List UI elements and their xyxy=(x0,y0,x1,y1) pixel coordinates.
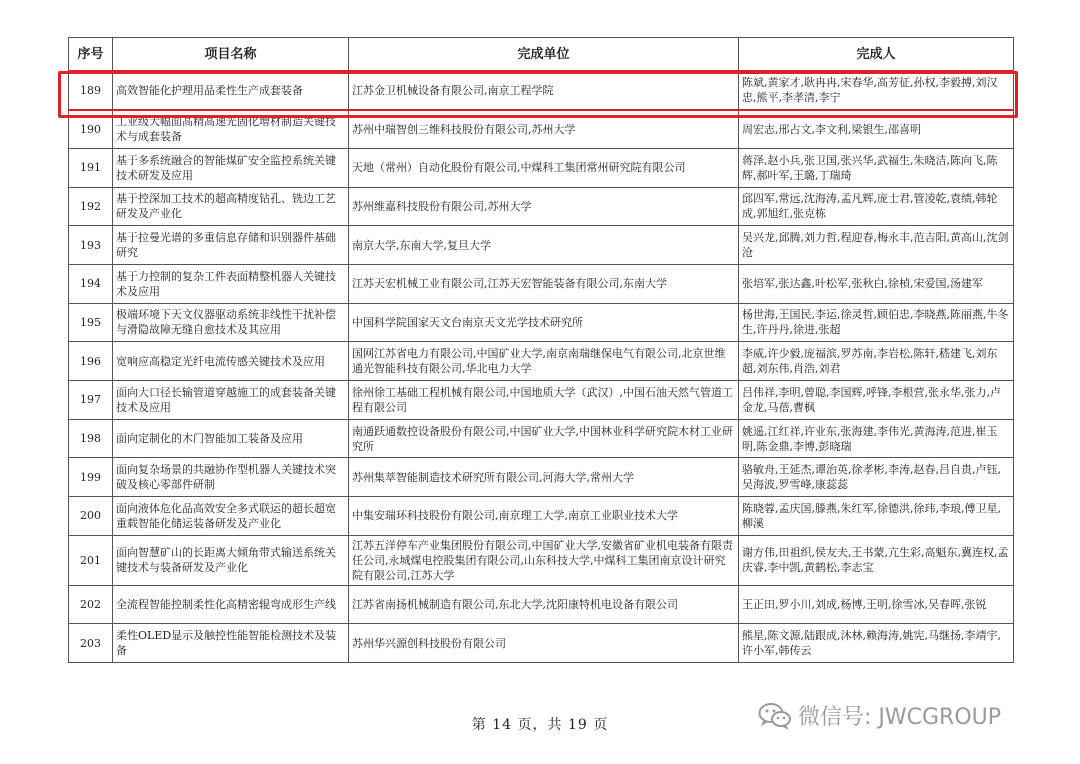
watermark-text: 微信号: JWCGROUP xyxy=(798,705,1002,730)
cell-no: 200 xyxy=(69,497,113,536)
cell-unit: 江苏金卫机械设备有限公司,南京工程学院 xyxy=(349,71,739,110)
cell-people: 熊星,陈文源,陆跟成,沐林,赖海涛,姚宪,马继扬,李靖宇,许小军,韩传云 xyxy=(739,624,1014,663)
cell-people: 陈晓蓉,孟庆国,滕燕,朱红军,徐德洪,徐玮,李琅,傅卫星,柳溪 xyxy=(739,497,1014,536)
cell-unit: 苏州集萃智能制造技术研究所有限公司,河海大学,常州大学 xyxy=(349,458,739,497)
cell-project: 基于多系统融合的智能煤矿安全监控系统关键技术研发及应用 xyxy=(113,148,349,187)
cell-no: 190 xyxy=(69,110,113,149)
table-row xyxy=(69,585,1014,624)
cell-unit: 天地（常州）自动化股份有限公司,中煤科工集团常州研究院有限公司 xyxy=(349,148,739,187)
header-people: 完成人 xyxy=(739,38,1014,72)
table-row xyxy=(69,535,1014,585)
cell-no: 194 xyxy=(69,264,113,303)
cell-unit: 江苏省南扬机械制造有限公司,东北大学,沈阳康特机电设备有限公司 xyxy=(349,585,739,624)
cell-unit: 江苏天宏机械工业有限公司,江苏天宏智能装备有限公司,东南大学 xyxy=(349,264,739,303)
watermark xyxy=(758,700,1001,731)
cell-people: 骆敏舟,王延杰,谭治英,徐孝彬,李涛,赵春,吕自贵,卢钰,吴海波,罗雪峰,康蕊蕊 xyxy=(739,458,1014,497)
cell-project: 全流程智能控制柔性化高精密辊弯成形生产线 xyxy=(113,585,349,624)
cell-project: 面向定制化的木门智能加工装备及应用 xyxy=(113,419,349,458)
cell-no: 201 xyxy=(69,535,113,585)
cell-people: 周宏志,邢占文,李文利,梁银生,邵喜明 xyxy=(739,110,1014,149)
cell-project: 面向大口径长输管道穿越施工的成套装备关键技术及应用 xyxy=(113,381,349,420)
cell-unit: 苏州华兴源创科技股份有限公司 xyxy=(349,624,739,663)
cell-project: 基于拉曼光谱的多重信息存储和识别器件基础研究 xyxy=(113,226,349,265)
cell-unit: 徐州徐工基础工程机械有限公司,中国地质大学（武汉）,中国石油天然气管道工程有限公司 xyxy=(349,381,739,420)
cell-people: 吕伟祥,李明,曾聪,李国辉,呼锋,李根营,张永华,张力,卢金龙,马蓓,曹枫 xyxy=(739,381,1014,420)
table-row xyxy=(69,419,1014,458)
cell-no: 193 xyxy=(69,226,113,265)
header-project: 项目名称 xyxy=(113,38,349,72)
awards-table xyxy=(68,37,1014,663)
cell-no: 195 xyxy=(69,303,113,342)
cell-people: 李威,许少毅,庞福滨,罗苏南,李岩松,陈轩,嵇建飞,刘东超,刘东伟,肖浩,刘君 xyxy=(739,342,1014,381)
cell-people: 吴兴龙,邱腾,刘力哲,程迎春,梅永丰,范吉阳,黄高山,沈剑沧 xyxy=(739,226,1014,265)
cell-unit: 江苏五洋停车产业集团股份有限公司,中国矿业大学,安徽省矿业机电装备有限责任公司,永城煤电控股集团有限公司,山东科技大学,中煤科工集团南京设计研究院有限公司,江苏大学 xyxy=(349,535,739,585)
table-row xyxy=(69,148,1014,187)
cell-unit: 南京大学,东南大学,复旦大学 xyxy=(349,226,739,265)
cell-no: 191 xyxy=(69,148,113,187)
header-no: 序号 xyxy=(69,38,113,72)
cell-unit: 国网江苏省电力有限公司,中国矿业大学,南京南瑞继保电气有限公司,北京世维通光智能科技有限公司,华北电力大学 xyxy=(349,342,739,381)
cell-project: 面向液体危化品高效安全多式联运的超长超宽重载智能化储运装备研发及产业化 xyxy=(113,497,349,536)
cell-people: 杨世海,王国民,李运,徐灵哲,顾伯忠,李晓燕,陈丽燕,牛冬生,许丹丹,徐进,张超 xyxy=(739,303,1014,342)
cell-project: 柔性OLED显示及触控性能智能检测技术及装备 xyxy=(113,624,349,663)
cell-people: 姚遥,江红祥,许业东,张海建,李伟光,黄海涛,范进,崔玉明,陈金鼎,李博,彭晓瑞 xyxy=(739,419,1014,458)
cell-no: 199 xyxy=(69,458,113,497)
table-row xyxy=(69,226,1014,265)
page-footer: 第 14 页，共 19 页 xyxy=(471,717,609,733)
cell-unit: 中集安瑞环科技股份有限公司,南京理工大学,南京工业职业技术大学 xyxy=(349,497,739,536)
cell-people: 谢方伟,田祖织,侯友夫,王书蒙,亢生彩,高魁东,冀连权,孟庆睿,李中凯,黄鹤松,李志宝 xyxy=(739,535,1014,585)
cell-no: 196 xyxy=(69,342,113,381)
table-row xyxy=(69,458,1014,497)
cell-no: 198 xyxy=(69,419,113,458)
cell-people: 王正田,罗小川,刘成,杨博,王明,徐雪冰,吴春晖,张锐 xyxy=(739,585,1014,624)
cell-project: 面向智慧矿山的长距离大倾角带式输送系统关键技术与装备研发及产业化 xyxy=(113,535,349,585)
cell-people: 蒋泽,赵小兵,张卫国,张兴华,武福生,朱晓洁,陈向飞,陈辉,郝叶军,王璐,丁瑞琦 xyxy=(739,148,1014,187)
cell-unit: 苏州维嘉科技股份有限公司,苏州大学 xyxy=(349,187,739,226)
table-row xyxy=(69,187,1014,226)
cell-project: 极端环境下天文仪器驱动系统非线性干扰补偿与滑隐故障无缝自愈技术及其应用 xyxy=(113,303,349,342)
cell-no: 197 xyxy=(69,381,113,420)
cell-people: 邱四军,常远,沈海涛,孟凡辉,庞士君,管凌乾,袁绩,韩轮成,郭旭红,张克栋 xyxy=(739,187,1014,226)
table-row xyxy=(69,342,1014,381)
cell-people: 张培军,张达鑫,叶松军,张秋白,徐楨,宋爱国,汤建军 xyxy=(739,264,1014,303)
wechat-icon xyxy=(758,702,792,730)
cell-no: 192 xyxy=(69,187,113,226)
cell-project: 宽响应高稳定光纤电流传感关键技术及应用 xyxy=(113,342,349,381)
cell-project: 面向复杂场景的共融协作型机器人关键技术突破及核心零部件研制 xyxy=(113,458,349,497)
table-row xyxy=(69,497,1014,536)
table-row xyxy=(69,624,1014,663)
cell-unit: 苏州中瑞智创三维科技股份有限公司,苏州大学 xyxy=(349,110,739,149)
table-row xyxy=(69,303,1014,342)
cell-no: 202 xyxy=(69,585,113,624)
cell-project: 基于控深加工技术的超高精度钻孔、铣边工艺研发及产业化 xyxy=(113,187,349,226)
table-row-highlighted xyxy=(69,71,1014,110)
table-header-row xyxy=(69,38,1014,72)
header-unit: 完成单位 xyxy=(349,38,739,72)
table-row xyxy=(69,381,1014,420)
cell-no: 203 xyxy=(69,624,113,663)
cell-no: 189 xyxy=(69,71,113,110)
cell-project: 高效智能化护理用品柔性生产成套装备 xyxy=(113,71,349,110)
table-row xyxy=(69,110,1014,149)
cell-unit: 中国科学院国家天文台南京天文光学技术研究所 xyxy=(349,303,739,342)
cell-people: 陈斌,黄家才,耿冉冉,宋春华,高芳征,孙权,李毅搏,刘汉忠,熊平,李孝清,李宁 xyxy=(739,71,1014,110)
cell-unit: 南通跃通数控设备股份有限公司,中国矿业大学,中国林业科学研究院木材工业研究所 xyxy=(349,419,739,458)
table-row xyxy=(69,264,1014,303)
cell-project: 工业级大幅面高精高速光固化增材制造关键技术与成套装备 xyxy=(113,110,349,149)
cell-project: 基于力控制的复杂工件表面精整机器人关键技术及应用 xyxy=(113,264,349,303)
